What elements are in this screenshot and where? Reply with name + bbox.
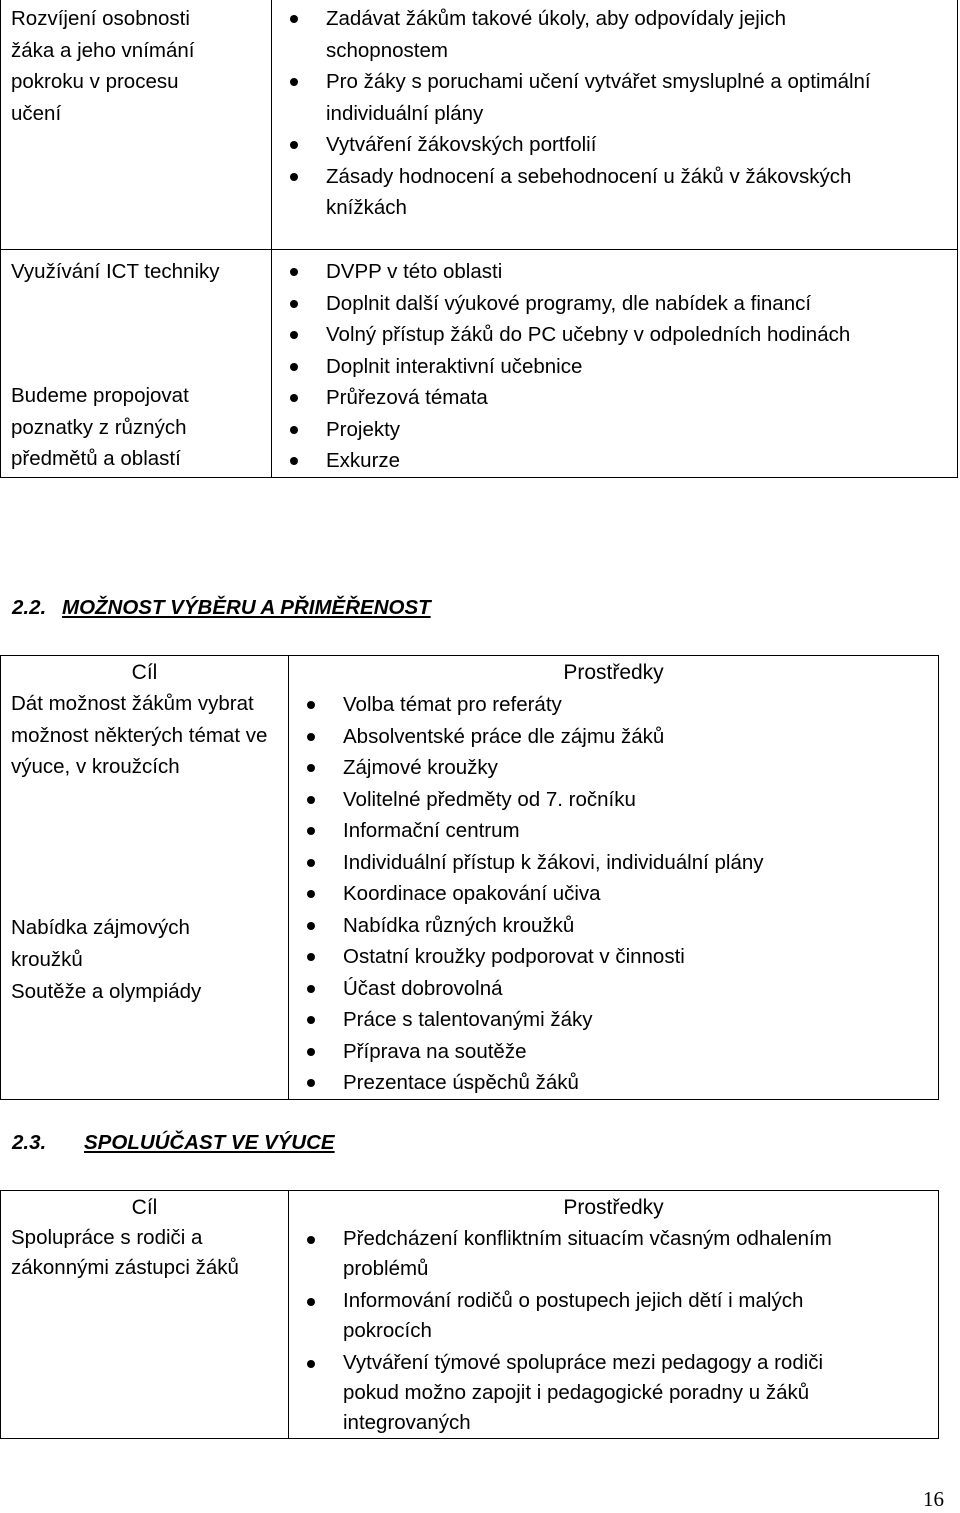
column-header-goal: Cíl [131,661,158,684]
section-heading [12,1131,335,1155]
table-choice [0,655,939,1100]
list-item: Individuální přístup k žákovi, individuální plány [289,847,938,879]
list-item: Vytváření týmové spolupráce mezi pedagogy a rodiči pokud možno zapojit i pedagogické poradny u žáků integrovaných [289,1348,869,1438]
list-item: Práce s talentovanými žáky [289,1004,938,1036]
table-row [1,1191,939,1439]
list-item: Ostatní kroužky podporovat v činnosti [289,941,938,973]
list-item: Doplnit interaktivní učebnice [272,351,957,383]
list-item: Informování rodičů o postupech jejich dětí i malých pokrocích [289,1286,869,1346]
section-number: 2.2. [12,596,47,619]
goal-cell: Soutěže a olympiády [11,980,202,1003]
column-header-means: Prostředky [563,1196,664,1219]
means-list [272,256,957,477]
list-item: Volitelné předměty od 7. ročníku [289,784,938,816]
list-item: Zadávat žákům takové úkoly, aby odpovídaly jejich schopnostem [272,3,872,66]
list-item: Předcházení konfliktním situacím včasným odhalením problémů [289,1224,869,1284]
list-item: Exkurze [272,445,957,477]
table-strategies [0,0,958,478]
list-item: Prezentace úspěchů žáků [289,1067,938,1099]
list-item: Projekty [272,414,957,446]
table-row [1,0,958,250]
list-item: Koordinace opakování učiva [289,878,938,910]
list-item: Vytváření žákovských portfolií [272,129,872,161]
goal-cell: Spolupráce s rodiči a zákonnými zástupci žáků [11,1226,239,1279]
goal-cell: Využívání ICT techniky [11,260,220,283]
list-item: Volba témat pro referáty [289,689,938,721]
list-item: DVPP v této oblasti [272,256,957,288]
section-number: 2.3. [12,1131,47,1154]
means-list [272,3,872,224]
column-header-goal: Cíl [131,1196,158,1219]
goal-cell: Budeme propojovat poznatky z různých předmětů a oblastí [11,384,189,470]
goal-cell: Rozvíjení osobnosti žáka a jeho vnímání pokroku v procesu učení [11,7,195,125]
section-heading [12,596,431,620]
means-list [289,1224,869,1438]
table-row [1,250,958,478]
goal-cell: Dát možnost žákům vybrat možnost některých témat ve výuce, v kroužcích [11,692,268,778]
page-number: 16 [923,1487,944,1511]
section-title: MOŽNOST VÝBĚRU A PŘIMĚŘENOST [62,596,431,619]
list-item: Pro žáky s poruchami učení vytvářet smysluplné a optimální individuální plány [272,66,872,129]
list-item: Průřezová témata [272,382,957,414]
means-list [289,689,938,1099]
column-header-means: Prostředky [563,661,664,684]
list-item: Nabídka různých kroužků [289,910,938,942]
list-item: Informační centrum [289,815,938,847]
table-participation [0,1190,939,1439]
list-item: Zásady hodnocení a sebehodnocení u žáků v žákovských knížkách [272,161,872,224]
table-row [1,656,939,1100]
goal-cell: Nabídka zájmových kroužků [11,916,190,971]
list-item: Příprava na soutěže [289,1036,938,1068]
list-item: Absolventské práce dle zájmu žáků [289,721,938,753]
list-item: Volný přístup žáků do PC učebny v odpoledních hodinách [272,319,957,351]
list-item: Zájmové kroužky [289,752,938,784]
list-item: Doplnit další výukové programy, dle nabídek a financí [272,288,957,320]
section-title: SPOLUÚČAST VE VÝUCE [84,1131,335,1154]
list-item: Účast dobrovolná [289,973,938,1005]
